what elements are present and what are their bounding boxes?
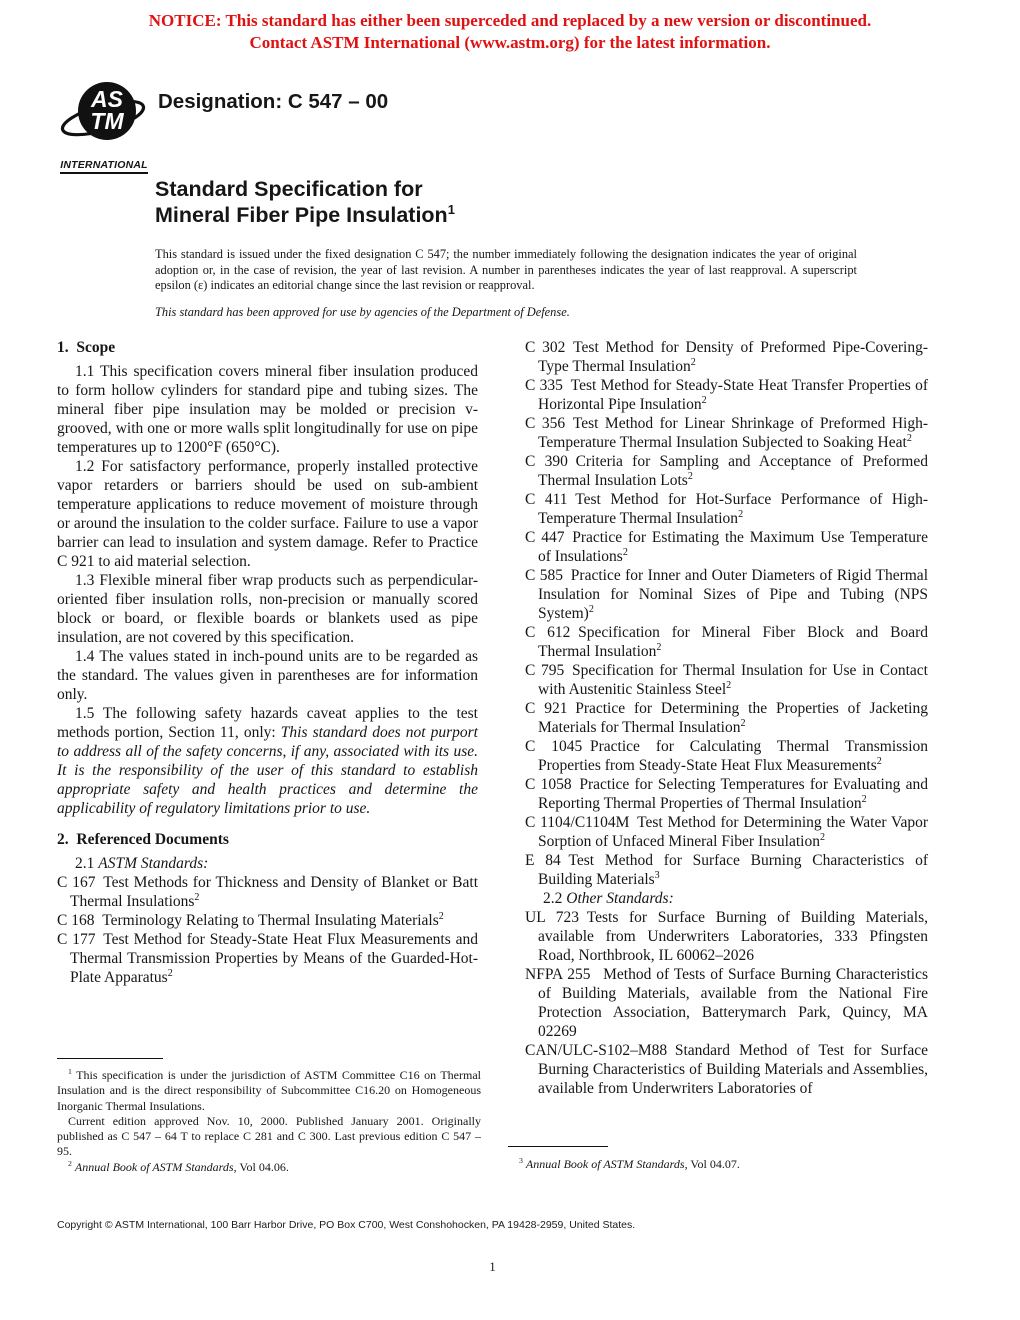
reference-text: UL 723 Tests for Surface Burning of Building Materials, available from Underwriters Laboratories, 333 Pfingsten Road, Northbrook, IL 60062–2026 <box>525 909 928 964</box>
section-1-heading: 1. Scope <box>57 339 116 356</box>
reference-item <box>57 911 478 930</box>
reference-item <box>57 930 478 987</box>
footnote-3 <box>508 1157 928 1172</box>
paragraph-1-3: 1.3 Flexible mineral fiber wrap products such as perpendicular-oriented fiber insulation rolls, non-precision or manually scored block or board, or flexible boards or blankets used as pipe insulation, are not covered by this specification. <box>57 572 478 646</box>
reference-text: C 1045 Practice for Calculating Thermal Transmission Properties from Steady-State Heat Flux Measurements <box>525 738 928 774</box>
footnote-divider-left <box>57 1058 163 1059</box>
reference-text: C 795 Specification for Thermal Insulation for Use in Contact with Austenitic Stainless Steel <box>525 662 928 698</box>
reference-footnote-ref: 2 <box>701 394 707 406</box>
reference-item <box>525 566 928 623</box>
paragraph-1-5-lead: 1.5 The following safety hazards caveat applies to the test methods portion, Section 11, only: <box>57 705 478 741</box>
footnotes-right <box>508 1146 928 1172</box>
reference-item <box>525 338 928 376</box>
reference-text: C 168 Terminology Relating to Thermal Insulating Materials <box>57 912 439 929</box>
title-line-1: Standard Specification for <box>155 177 423 201</box>
designation-label: Designation: C 547 – 00 <box>158 90 389 113</box>
reference-text: C 585 Practice for Inner and Outer Diameters of Rigid Thermal Insulation for Nominal Sizes of Pipe and Tubing (NPS System) <box>525 567 928 622</box>
reference-footnote-ref: 2 <box>861 793 867 805</box>
logo-acronym-bottom: TM <box>90 108 124 134</box>
reference-item <box>525 528 928 566</box>
supersession-notice <box>0 10 1020 54</box>
logo-acronym-top: AS <box>91 86 123 112</box>
reference-footnote-ref: 2 <box>726 679 732 691</box>
astm-globe-icon <box>60 76 148 150</box>
issuance-paragraph: This standard is issued under the fixed designation C 547; the number immediately following the designation indicates the year of original adoption or, in the case of revision, the year of last revision. A number in parentheses indicates the year of last reapproval. A superscript epsilon (ε) indicates an editorial change since the last revision or reapproval. <box>155 247 857 293</box>
reference-item <box>57 873 478 911</box>
paragraph-1-1: 1.1 This specification covers mineral fiber insulation produced to form hollow cylinders for standard pipe and tubing sizes. The mineral fiber pipe insulation may be molded or precision v-grooved, with one or more walls split longitudinally for use on pipe temperatures up to 1200°F (650°C). <box>57 363 478 456</box>
reference-footnote-ref: 2 <box>194 891 200 903</box>
footnote-1-marker: 1 <box>68 1067 72 1076</box>
reference-text: C 411 Test Method for Hot-Surface Performance of High-Temperature Thermal Insulation <box>525 491 928 527</box>
reference-footnote-ref: 2 <box>738 508 744 520</box>
subsection-2-2 <box>525 889 928 908</box>
reference-text: NFPA 255 Method of Tests of Surface Burning Characteristics of Building Materials, available from the National Fire Protection Association, Batterymarch Park, Quincy, MA 02269 <box>525 966 928 1040</box>
reference-text: C 1104/C1104M Test Method for Determining the Water Vapor Sorption of Unfaced Mineral Fiber Insulation <box>525 814 928 850</box>
notice-line-1: NOTICE: This standard has either been superceded and replaced by a new version or discontinued. <box>148 11 872 30</box>
footnote-2 <box>57 1160 481 1175</box>
left-column <box>57 338 478 1098</box>
reference-item <box>525 851 928 889</box>
reference-item <box>525 414 928 452</box>
section-2-heading: 2. Referenced Documents <box>57 831 229 848</box>
reference-footnote-ref: 2 <box>690 356 696 368</box>
subsection-2-2-number: 2.2 <box>543 890 567 907</box>
other-standards-list <box>525 908 928 1098</box>
body-columns <box>57 338 928 1098</box>
copyright-line: Copyright © ASTM International, 100 Barr Harbor Drive, PO Box C700, West Conshohocken, PA 19428-2959, United States. <box>57 1219 636 1231</box>
reference-footnote-ref: 3 <box>654 869 660 881</box>
title-line-2-text: Mineral Fiber Pipe Insulation <box>155 203 448 227</box>
reference-footnote-ref: 2 <box>906 432 912 444</box>
footnote-3-book: Annual Book of ASTM Standards <box>525 1157 685 1171</box>
reference-text: C 612 Specification for Mineral Fiber Block and Board Thermal Insulation <box>525 624 928 660</box>
astm-standards-list-right <box>525 338 928 889</box>
subsection-2-1 <box>57 854 478 873</box>
footnotes-left <box>57 1058 481 1175</box>
reference-item <box>525 452 928 490</box>
reference-text: CAN/ULC-S102–M88 Standard Method of Test for Surface Burning Characteristics of Building Materials and Assemblies, available from Underwriters Laboratories of <box>525 1042 928 1097</box>
paragraph-1-2: 1.2 For satisfactory performance, properly installed protective vapor retarders or barriers should be used on sub-ambient temperature applications to reduce movement of moisture through or around the insulation to the colder surface. Failure to use a vapor barrier can lead to insulation and system damage. Refer to Practice C 921 to aid material selection. <box>57 458 478 570</box>
paragraph-1-5-caveat: This standard does not purport to address all of the safety concerns, if any, associated with its use. It is the responsibility of the user of this standard to establish appropriate safety and health practices and determine the applicability of regulatory limitations prior to use. <box>57 724 478 817</box>
dod-approval-note: This standard has been approved for use by agencies of the Department of Defense. <box>155 305 570 319</box>
footnote-divider-right <box>508 1146 608 1147</box>
reference-item <box>525 490 928 528</box>
reference-text: C 1058 Practice for Selecting Temperatures for Evaluating and Reporting Thermal Properties of Thermal Insulation <box>525 776 928 812</box>
notice-line-2: Contact ASTM International (www.astm.org) for the latest information. <box>249 33 771 52</box>
reference-item <box>525 737 928 775</box>
subsection-2-1-label: ASTM Standards: <box>98 855 209 872</box>
footnote-2-book: Annual Book of ASTM Standards <box>74 1159 234 1174</box>
logo-subtitle: INTERNATIONAL <box>60 159 148 174</box>
reference-footnote-ref: 2 <box>656 641 662 653</box>
footnote-2-volume: , Vol 04.06. <box>233 1159 289 1174</box>
reference-footnote-ref: 2 <box>687 470 693 482</box>
footnote-1-text: This specification is under the jurisdiction of ASTM Committee C16 on Thermal Insulation and is the direct responsibility of Subcommittee C16.20 on Homogeneous Inorganic Thermal Insulations. <box>57 1068 481 1113</box>
reference-text: C 177 Test Method for Steady-State Heat Flux Measurements and Thermal Transmission Properties by Means of the Guarded-Hot-Plate Apparatus <box>57 931 478 986</box>
page-title <box>155 176 455 228</box>
reference-text: C 447 Practice for Estimating the Maximum Use Temperature of Insulations <box>525 529 928 565</box>
reference-footnote-ref: 2 <box>740 717 746 729</box>
reference-item <box>525 965 928 1041</box>
title-line-2 <box>155 202 455 228</box>
right-column <box>525 338 928 1098</box>
astm-standards-list-left <box>57 873 478 987</box>
reference-footnote-ref: 2 <box>167 967 173 979</box>
footnote-3-marker: 3 <box>519 1156 523 1165</box>
paragraph-1-5 <box>57 704 478 818</box>
footnote-1-edition: Current edition approved Nov. 10, 2000. Published January 2001. Originally published as C 547 – 64 T to replace C 281 and C 300. Last previous edition C 547 – 95. <box>57 1113 481 1159</box>
reference-item <box>525 775 928 813</box>
footnote-1 <box>57 1068 481 1114</box>
footnote-2-marker: 2 <box>68 1158 72 1168</box>
reference-item <box>525 908 928 965</box>
reference-footnote-ref: 2 <box>588 603 594 615</box>
reference-item <box>525 623 928 661</box>
reference-footnote-ref: 2 <box>438 910 444 922</box>
subsection-2-1-number: 2.1 <box>75 855 99 872</box>
reference-text: C 302 Test Method for Density of Preformed Pipe-Covering-Type Thermal Insulation <box>525 339 928 375</box>
subsection-2-2-label: Other Standards: <box>566 890 674 907</box>
page-number: 1 <box>489 1260 496 1274</box>
reference-item <box>525 699 928 737</box>
reference-footnote-ref: 2 <box>622 546 628 558</box>
reference-footnote-ref: 2 <box>819 831 825 843</box>
paragraph-1-4: 1.4 The values stated in inch-pound units are to be regarded as the standard. The values given in parentheses are for information only. <box>57 648 478 703</box>
reference-text: C 167 Test Methods for Thickness and Density of Blanket or Batt Thermal Insulations <box>57 874 478 910</box>
title-footnote-ref: 1 <box>447 201 455 217</box>
footnote-3-volume: , Vol 04.07. <box>684 1157 740 1171</box>
reference-text: C 390 Criteria for Sampling and Acceptance of Preformed Thermal Insulation Lots <box>525 453 928 489</box>
reference-item <box>525 1041 928 1098</box>
reference-text: E 84 Test Method for Surface Burning Characteristics of Building Materials <box>525 852 928 888</box>
reference-item <box>525 376 928 414</box>
reference-item <box>525 813 928 851</box>
reference-footnote-ref: 2 <box>876 755 882 767</box>
astm-logo <box>57 76 151 174</box>
reference-item <box>525 661 928 699</box>
reference-text: C 356 Test Method for Linear Shrinkage of Preformed High-Temperature Thermal Insulation Subjected to Soaking Heat <box>525 415 928 451</box>
reference-text: C 335 Test Method for Steady-State Heat Transfer Properties of Horizontal Pipe Insulation <box>525 377 928 413</box>
reference-text: C 921 Practice for Determining the Properties of Jacketing Materials for Thermal Insulation <box>525 700 928 736</box>
